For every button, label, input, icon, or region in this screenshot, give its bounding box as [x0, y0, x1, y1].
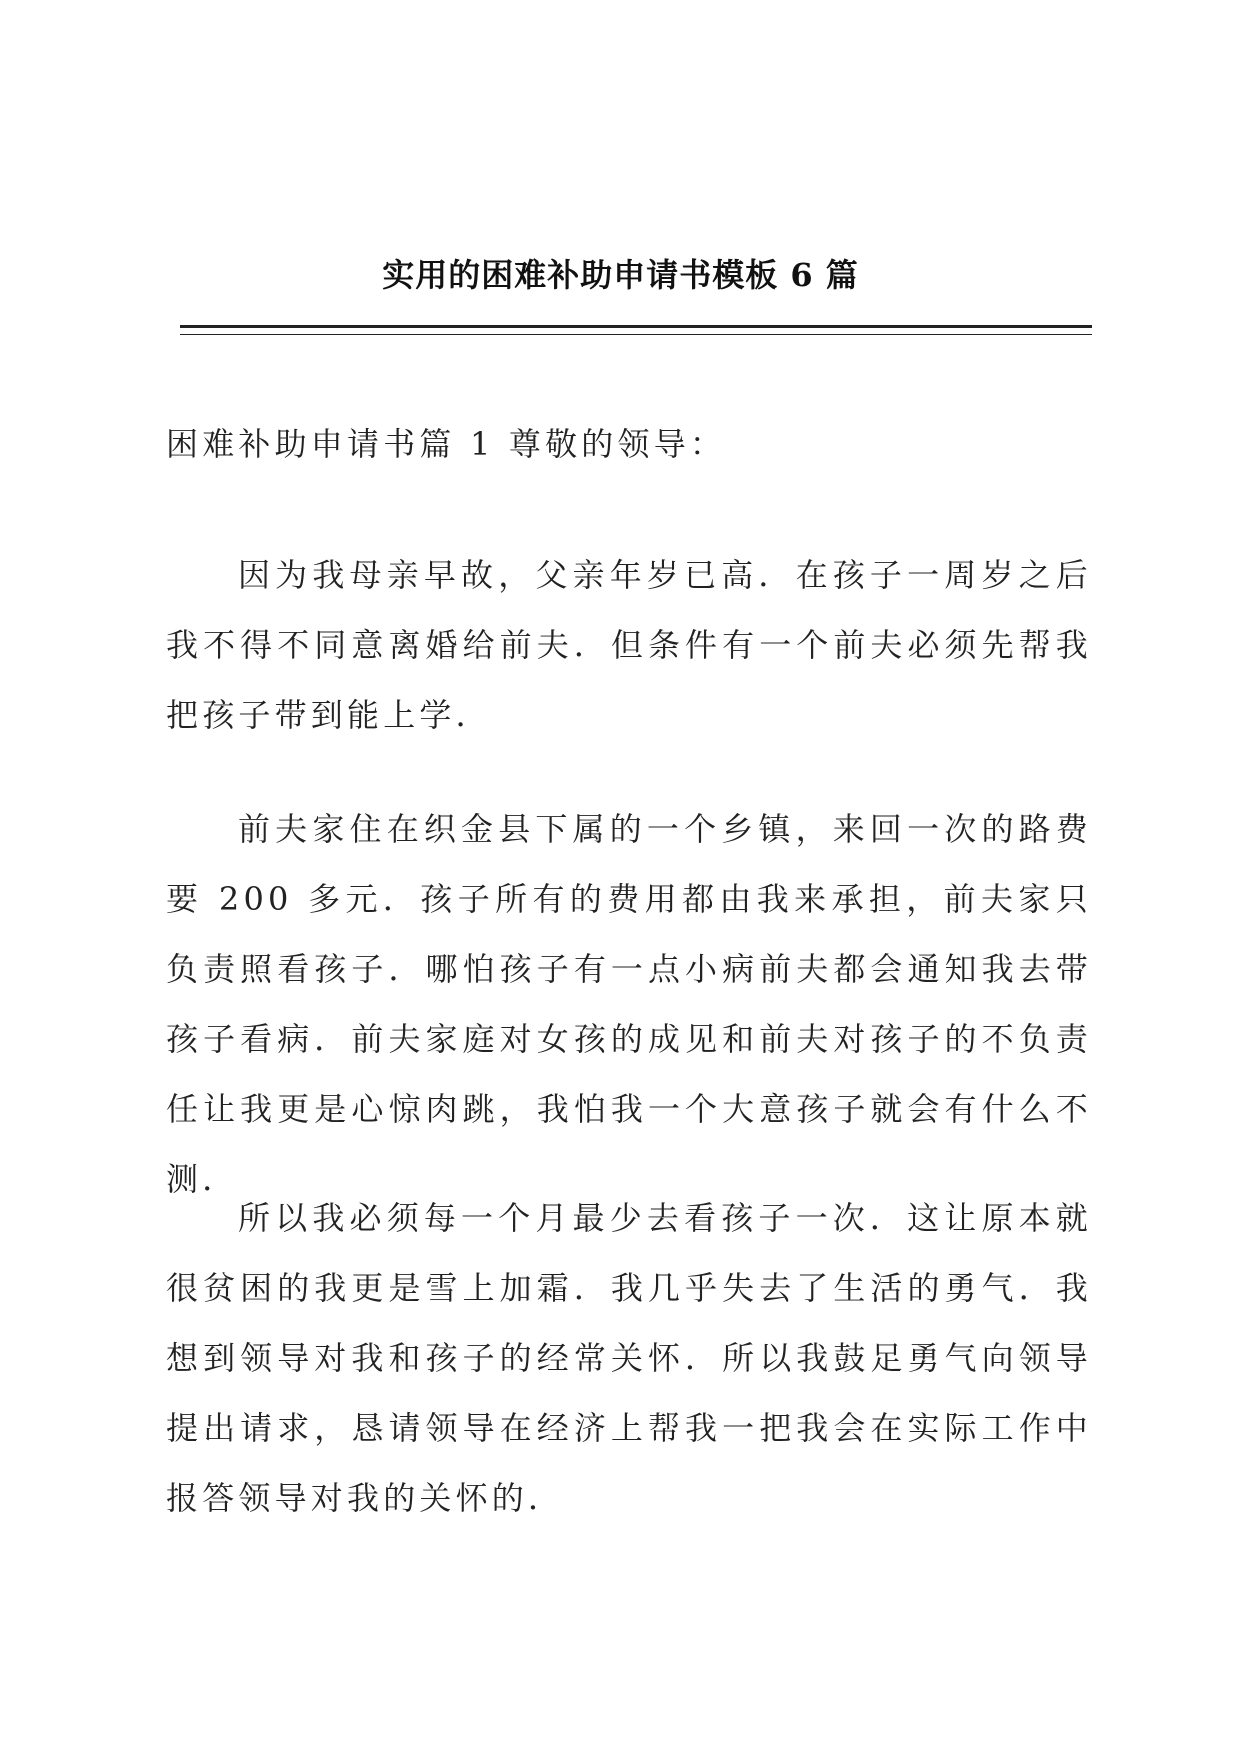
body-paragraph-1: 因为我母亲早故，父亲年岁已高．在孩子一周岁之后我不得不同意离婚给前夫．但条件有一个前夫必须先帮我把孩子带到能上学．: [166, 556, 1092, 734]
title-double-rule: [180, 325, 1092, 335]
section-heading-line: 困难补助申请书篇 1 尊敬的领导：: [166, 425, 727, 463]
body-paragraph-2: 前夫家住在织金县下属的一个乡镇，来回一次的路费要 200 多元．孩子所有的费用都由我来承担，前夫家只负责照看孩子．哪怕孩子有一点小病前夫都会通知我去带孩子看病．前夫家庭对女孩的成见和前夫对孩子的不负责任让我更是心惊肉跳，我怕我一个大意孩子就会有什么不测．: [166, 810, 1092, 1198]
body-paragraph-3: 所以我必须每一个月最少去看孩子一次．这让原本就很贫困的我更是雪上加霜．我几乎失去了生活的勇气．我想到领导对我和孩子的经常关怀．所以我鼓足勇气向领导提出请求，恳请领导在经济上帮我一把我会在实际工作中报答领导对我的关怀的．: [166, 1199, 1092, 1517]
document-title: 实用的困难补助申请书模板 6 篇: [382, 256, 859, 294]
